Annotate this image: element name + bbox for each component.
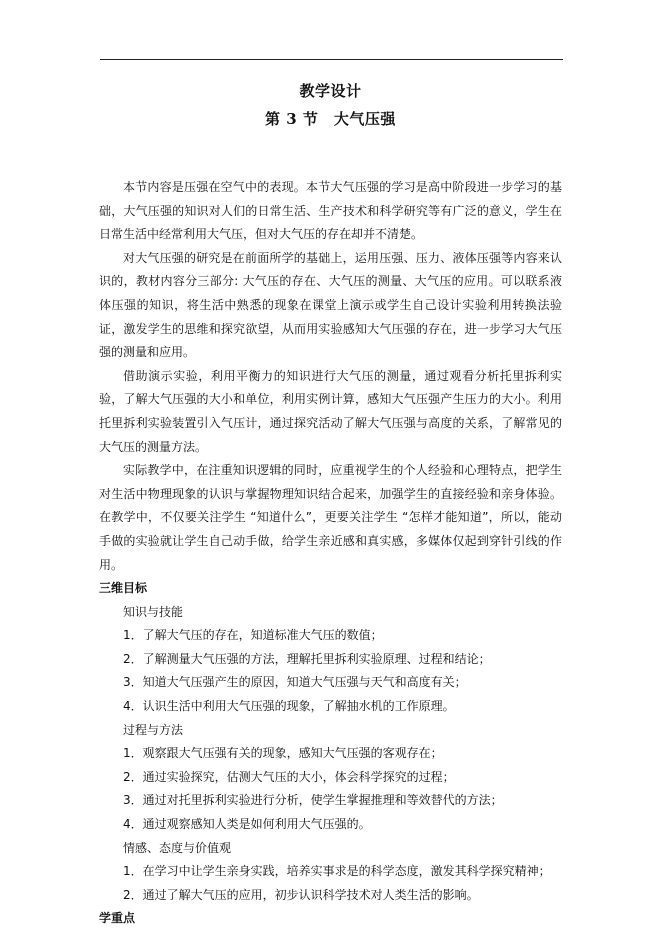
key-points-heading: 学重点 (99, 911, 136, 926)
intro-paragraph-3: 借助演示实验，利用平衡力的知识进行大气压的测量，通过观看分析托里拆利实验，了解大气压强的大小和单位，利用实例计算，感知大气压强产生压力的大小。利用托里拆利实验装置引入气压计，通过探究活动了解大气压强与高度的关系，了解常见的大气压的测量方法。 (99, 368, 562, 454)
emotion-item-2: 2．通过了解大气压的应用，初步认识科学技术对人类生活的影响。 (123, 887, 479, 902)
intro-paragraph-2: 对大气压强的研究是在前面所学的基础上，运用压强、压力、液体压强等内容来认识的，教材内容分三部分: 大气压的存在、大气压的测量、大气压的应用。可以联系液体压强的知识，将生活中熟悉的现象在课堂上演示或学生自己设计实验利用转换法验证，激发学生的思维和探究欲望，从而用实验感知大气压强的存在，进一步学习大气压强的测量和应用。 (99, 250, 562, 360)
knowledge-heading: 知识与技能 (123, 604, 184, 619)
document-title: 教学设计 (299, 82, 362, 100)
knowledge-item-3: 3．知道大气压强产生的原因，知道大气压强与天气和高度有关； (123, 675, 467, 690)
process-item-1: 1．观察跟大气压强有关的现象，感知大气压强的客观存在； (123, 746, 443, 761)
emotion-heading: 情感、态度与价值观 (123, 840, 232, 855)
process-item-3: 3．通过对托里拆利实验进行分析，使学生掌握推理和等效替代的方法； (123, 793, 503, 808)
process-item-2: 2．通过实验探究，估测大气压的大小，体会科学探究的过程； (123, 769, 455, 784)
intro-paragraph-1: 本节内容是压强在空气中的表现。本节大气压强的学习是高中阶段进一步学习的基础，大气压强的知识对人们的日常生活、生产技术和科学研究等有广泛的意义，学生在日常生活中经常利用大气压，但对大气压的存在却并不清楚。 (99, 180, 562, 242)
intro-paragraph-4: 实际教学中，在注重知识逻辑的同时，应重视学生的个人经验和心理特点，把学生对生活中物理现象的认识与掌握物理知识结合起来，加强学生的直接经验和亲身体验。在教学中，不仅要关注学生 “知道什么”，更要关注学生 “怎样才能知道”，所以，能动手做的实验就让学生自己动手做，给学生亲近感和真实感，多媒体仅起到穿针引线的作用。 (99, 463, 562, 572)
header-rule (100, 59, 563, 60)
emotion-item-1: 1．在学习中让学生亲身实践，培养实事求是的科学态度，激发其科学探究精神； (123, 864, 551, 879)
goals-heading: 三维目标 (99, 581, 148, 596)
knowledge-item-1: 1．了解大气压的存在，知道标准大气压的数值； (123, 628, 383, 643)
process-heading: 过程与方法 (123, 722, 184, 737)
knowledge-item-4: 4．认识生活中利用大气压强的现象，了解抽水机的工作原理。 (123, 699, 455, 714)
knowledge-item-2: 2．了解测量大气压强的方法，理解托里拆利实验原理、过程和结论； (123, 651, 491, 666)
process-item-4: 4．通过观察感知人类是如何利用大气压强的。 (123, 817, 371, 832)
document-body (99, 176, 562, 931)
section-title: 第 3 节 大气压强 (265, 110, 396, 128)
